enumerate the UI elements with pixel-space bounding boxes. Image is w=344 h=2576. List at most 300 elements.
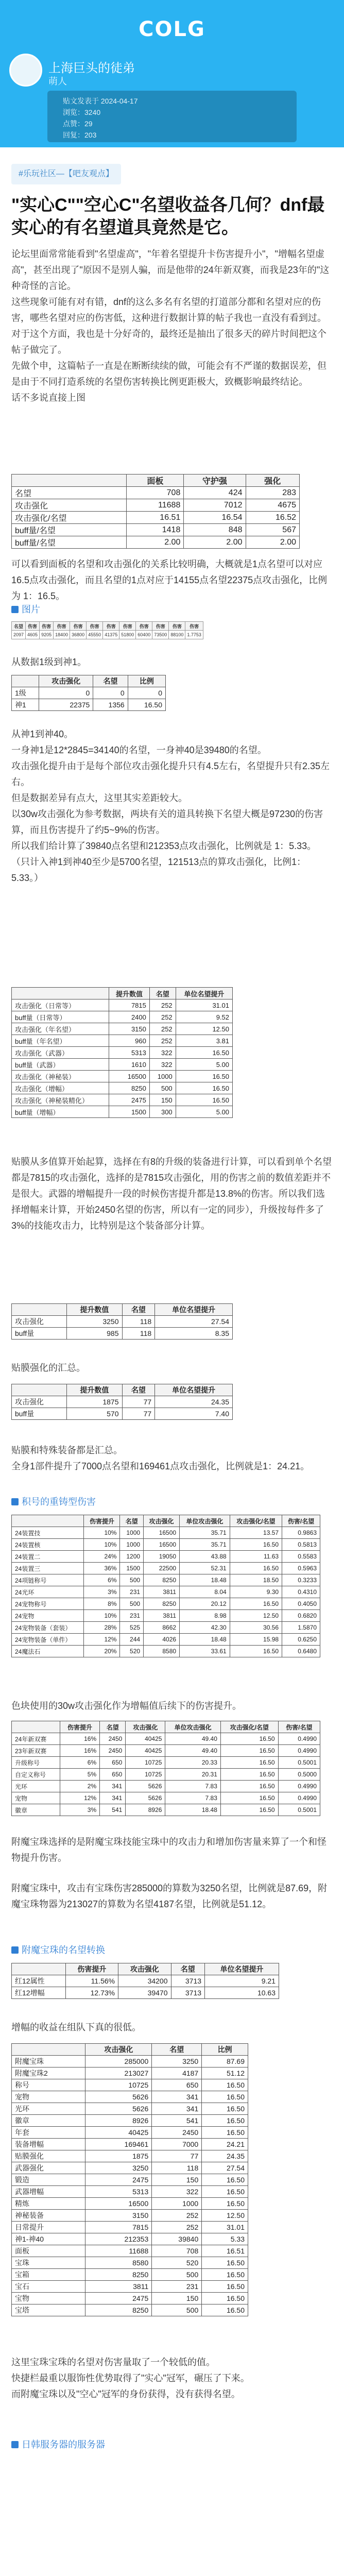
text-mid-2 <box>11 726 333 886</box>
table-cell: 5313 <box>85 2186 152 2198</box>
paragraph: 从神1到神40。 <box>11 729 74 739</box>
image-link-label: 图片 <box>22 604 40 615</box>
table-row <box>12 1598 320 1610</box>
table-cell: 3.81 <box>176 1035 232 1047</box>
column-header: 伤害 <box>87 622 103 631</box>
column-header: 守护强 <box>184 474 246 487</box>
table-cell: 3150 <box>85 2210 152 2222</box>
table-cell: 1级 <box>12 687 39 699</box>
table-cell: 18.48 <box>180 1574 230 1586</box>
table-cell: 77 <box>152 2150 202 2162</box>
column-header: 名望 <box>122 1384 155 1396</box>
table-cell: 22375 <box>39 699 93 711</box>
table-cell: 848 <box>184 524 246 536</box>
table-row <box>12 1328 233 1340</box>
table-row <box>12 2210 248 2222</box>
table-cell: 攻击强化（神秘装） <box>12 1071 109 1082</box>
table-row <box>12 2222 248 2233</box>
table-cell: 3250 <box>67 1316 122 1328</box>
table-row <box>12 2304 248 2316</box>
table-cell: 23年新双赛 <box>12 1745 60 1757</box>
table-cell: 16.51 <box>127 512 184 524</box>
table-cell: 34200 <box>118 1975 171 1987</box>
table-cell: 118 <box>122 1316 155 1328</box>
table-row <box>12 2245 248 2257</box>
table-cell: 16% <box>60 1745 100 1757</box>
table-cell: 16.50 <box>202 2304 248 2316</box>
table-cell: buff量（年名望） <box>12 1035 109 1047</box>
table-cell: 150 <box>149 1094 176 1106</box>
column-header: 伤害提升 <box>65 1963 118 1975</box>
fame-table-9 <box>11 2043 248 2316</box>
column-header: 伤害提升 <box>60 1721 100 1733</box>
table-row <box>12 631 203 639</box>
table-row <box>12 1622 320 1634</box>
table-cell: 10.63 <box>205 1987 279 1999</box>
meta-row: 回复：203 <box>63 131 97 139</box>
table-cell: 7.83 <box>165 1781 220 1792</box>
table-cell: 27.54 <box>202 2162 248 2174</box>
table-cell: 7815 <box>85 2222 152 2233</box>
table-cell: 16500 <box>144 1539 180 1551</box>
table-cell: 2% <box>60 1781 100 1792</box>
table-cell: 24装置二 <box>12 1551 84 1563</box>
table-cell: 0.6250 <box>282 1634 320 1646</box>
table-cell: 8662 <box>144 1622 180 1634</box>
table-cell: 10725 <box>85 2079 152 2091</box>
table-cell: 5.00 <box>176 1106 232 1118</box>
table-cell: 攻击强化 <box>12 499 127 512</box>
table-cell: 5626 <box>85 2103 152 2115</box>
table-cell: 攻击强化/名望 <box>12 512 127 524</box>
table-row <box>12 2103 248 2115</box>
table-header-row <box>12 622 203 631</box>
table-row <box>12 487 300 499</box>
table-row <box>12 1586 320 1598</box>
table-cell: 16.50 <box>202 2257 248 2269</box>
column-header: 单位攻击强化 <box>180 1515 230 1527</box>
table-cell: 4026 <box>144 1634 180 1646</box>
column-header: 伤害 <box>103 622 119 631</box>
table-cell: 283 <box>246 487 300 499</box>
table-cell: 1200 <box>120 1551 144 1563</box>
table-cell: 650 <box>100 1757 126 1769</box>
table-cell: 6% <box>60 1757 100 1769</box>
table-cell: 49.40 <box>165 1745 220 1757</box>
table-cell: 宝物 <box>12 2293 85 2304</box>
table-cell: 16.50 <box>176 1047 232 1059</box>
fame-table-6 <box>11 1515 320 1657</box>
table-row <box>12 699 166 711</box>
text-mid-8: 附魔宝珠中，攻击有宝珠伤害285000的算数为3250名望，比例就是87.69，附魔宝珠物器为213027的算数为名望4187名望，比例就是51.12。 <box>11 1883 328 1909</box>
table-row <box>12 2293 248 2304</box>
column-header <box>12 675 39 687</box>
table-cell: 1610 <box>109 1059 150 1071</box>
table-cell: 42.30 <box>180 1622 230 1634</box>
column-header: 名望 <box>100 1721 126 1733</box>
table-cell: 攻击强化（神秘装精化） <box>12 1094 109 1106</box>
table-cell: 16.50 <box>220 1757 278 1769</box>
table-row <box>12 2091 248 2103</box>
post-title: "实心C""空心C"名望收益各几何？dnf最实心的有名望道具竟然是它。 <box>11 195 325 238</box>
table-cell: 708 <box>127 487 184 499</box>
link-icon <box>11 2441 19 2448</box>
table-cell: 35.71 <box>180 1539 230 1551</box>
table-cell: 5313 <box>109 1047 150 1059</box>
paragraph: 对于这个方面，我也是十分好奇的，最终还是抽出了很多天的碎片时间把这个帖子做完了。 <box>11 329 326 355</box>
column-header: 名望 <box>120 1515 144 1527</box>
text-mid-6: 色块使用的30w攻击强化作为增幅值后续下的伤害提升。 <box>11 1701 242 1711</box>
table-cell: 16.54 <box>184 512 246 524</box>
table-cell: 16.50 <box>230 1646 282 1657</box>
table-row <box>12 687 166 699</box>
column-header: 伤害 <box>54 622 70 631</box>
table-cell: 285000 <box>85 2056 152 2067</box>
header-banner <box>0 0 344 147</box>
table-cell: 年套 <box>12 2127 85 2139</box>
table-row <box>12 2115 248 2127</box>
table-cell: 6% <box>84 1574 120 1586</box>
table-cell: 231 <box>120 1610 144 1622</box>
server-link[interactable] <box>11 2437 105 2452</box>
column-header: 名望 <box>171 1963 205 1975</box>
paragraph: 所以我们给计算了39840点名望和212353点攻击强化，比例就是 1：5.33。 <box>11 841 317 851</box>
column-header: 伤害 <box>136 622 152 631</box>
column-header <box>12 1721 60 1733</box>
table-cell: 520 <box>152 2257 202 2269</box>
column-header: 比例 <box>128 675 165 687</box>
table-cell: 88100 <box>169 631 185 639</box>
table-row <box>12 1769 320 1781</box>
table-cell: 500 <box>120 1598 144 1610</box>
table-cell: buff量（增幅） <box>12 1106 109 1118</box>
table-row <box>12 1551 320 1563</box>
table-cell: 锻造 <box>12 2174 85 2186</box>
table-cell: 3811 <box>85 2281 152 2293</box>
table-cell: 252 <box>152 2222 202 2233</box>
image-icon <box>11 606 19 613</box>
table-cell: 24年新双赛 <box>12 1733 60 1745</box>
site-logo[interactable]: COLG <box>139 18 205 41</box>
table-cell: 16.50 <box>202 2186 248 2198</box>
table-cell: 51800 <box>119 631 136 639</box>
table-cell: 名望 <box>12 487 127 499</box>
column-header: 名望 <box>93 675 128 687</box>
table-cell: 0.9863 <box>282 1527 320 1539</box>
table-cell: 4187 <box>152 2067 202 2079</box>
table-cell: 16500 <box>144 1527 180 1539</box>
table-cell: 16.50 <box>220 1769 278 1781</box>
table-cell: 10% <box>84 1527 120 1539</box>
table-cell: 攻击强化（武器） <box>12 1047 109 1059</box>
table-cell: 150 <box>152 2293 202 2304</box>
table-cell: 神1 <box>12 699 39 711</box>
wide-data-table <box>11 621 203 639</box>
table-cell: 31.01 <box>176 999 232 1011</box>
text-mid-1: 从数据1级到神1。 <box>11 657 87 667</box>
table-cell: 16.50 <box>220 1781 278 1792</box>
table-cell: 212353 <box>85 2233 152 2245</box>
column-header: 单位名望提升 <box>155 1304 233 1316</box>
image-link[interactable] <box>11 602 40 617</box>
column-header: 伤害 <box>185 622 203 631</box>
column-header: 单位名望提升 <box>155 1384 233 1396</box>
table-cell: 武器强化 <box>12 2162 85 2174</box>
table-cell: 24% <box>84 1551 120 1563</box>
topic-tag[interactable]: #乐玩社区—【吧友观点】 <box>11 164 121 184</box>
table-cell: 16.52 <box>246 512 300 524</box>
table-cell: 24魔法石 <box>12 1646 84 1657</box>
table-row <box>12 1035 233 1047</box>
table-cell: 精炼 <box>12 2198 85 2210</box>
table-cell: 18400 <box>54 631 70 639</box>
column-header: 比例 <box>202 2044 248 2056</box>
meta-row: 贴文发表于 2024-04-17 <box>63 97 138 105</box>
table-cell: 16.50 <box>176 1082 232 1094</box>
table-cell: 0.4990 <box>278 1792 320 1804</box>
column-header: 单位攻击强化 <box>165 1721 220 1733</box>
table-cell: 7.83 <box>165 1792 220 1804</box>
paragraph: 贴膜和特殊装备都是汇总。 <box>11 1445 123 1455</box>
table-row <box>12 1408 233 1420</box>
table-cell: buff量（日常等） <box>12 1011 109 1023</box>
table-cell: 8250 <box>144 1574 180 1586</box>
table-row <box>12 1574 320 1586</box>
fame-table-2 <box>11 675 166 711</box>
table-row <box>12 2067 248 2079</box>
table-cell: 1418 <box>127 524 184 536</box>
table-header-row <box>12 1721 320 1733</box>
table-row <box>12 1975 279 1987</box>
table-cell: 0.5813 <box>282 1539 320 1551</box>
text-mid-9: 增幅的收益在组队下真的很低。 <box>11 2022 141 2032</box>
table-cell: 面板 <box>12 2245 85 2257</box>
table-cell: 7000 <box>152 2139 202 2150</box>
table-cell: 12.50 <box>202 2210 248 2222</box>
table-cell: 27.54 <box>155 1316 233 1328</box>
column-header: 伤害 <box>26 622 40 631</box>
table-cell: 169461 <box>85 2139 152 2150</box>
author-avatar[interactable] <box>9 54 42 87</box>
post-meta-card <box>47 91 297 142</box>
table-cell: 252 <box>152 2210 202 2222</box>
column-header: 单位名望提升 <box>205 1963 279 1975</box>
table-row <box>12 2150 248 2162</box>
table-cell: 708 <box>152 2245 202 2257</box>
column-header: 攻击强化 <box>126 1721 165 1733</box>
column-header: 伤害 <box>152 622 169 631</box>
paragraph: 话不多说直接上图 <box>11 393 85 403</box>
author-block <box>9 52 335 88</box>
paragraph: 这些现象可能有对有错，dnf的这么多名有名望的打道部分都和名望对应的伤害，哪些名望对应的伤害低，这种进行数据计算的帖子我也一直没有看到过。 <box>11 297 326 323</box>
table-cell: 30.56 <box>230 1622 282 1634</box>
table-cell: 贴膜强化 <box>12 2150 85 2162</box>
table-cell: 322 <box>149 1059 176 1071</box>
fame-table-4 <box>11 1303 233 1340</box>
table-cell: 985 <box>67 1328 122 1340</box>
table-cell: 武器增幅 <box>12 2186 85 2198</box>
table-cell: 16.50 <box>202 2269 248 2281</box>
table-cell: 244 <box>120 1634 144 1646</box>
table-cell: 35.71 <box>180 1527 230 1539</box>
table-header-row <box>12 1963 279 1975</box>
table-cell: 5626 <box>126 1792 165 1804</box>
table-row <box>12 2281 248 2293</box>
table-cell: 12% <box>60 1792 100 1804</box>
table-cell: 3250 <box>85 2162 152 2174</box>
table-cell: 40425 <box>85 2127 152 2139</box>
table-cell: 光环 <box>12 1781 60 1792</box>
table-cell: 3811 <box>144 1586 180 1598</box>
table-cell: 5626 <box>85 2091 152 2103</box>
table-cell: 541 <box>152 2115 202 2127</box>
column-header: 面板 <box>127 474 184 487</box>
table-cell: 宠物 <box>12 2091 85 2103</box>
table-cell: 650 <box>152 2079 202 2091</box>
table-row <box>12 1804 320 1816</box>
table-header-row <box>12 1304 233 1316</box>
table-cell: 攻击强化（年名望） <box>12 1023 109 1035</box>
table-cell: 光环 <box>12 2103 85 2115</box>
table-cell: 51.12 <box>202 2067 248 2079</box>
column-header: 名望 <box>152 2044 202 2056</box>
table-cell: 16500 <box>85 2198 152 2210</box>
table-cell: 0.5001 <box>278 1757 320 1769</box>
table-cell: 3811 <box>144 1610 180 1622</box>
column-header: 提升数值 <box>109 988 150 999</box>
column-header <box>12 988 109 999</box>
table-cell: 13.57 <box>230 1527 282 1539</box>
table-cell: 541 <box>100 1804 126 1816</box>
text-mid-7: 附魔宝珠选择的是附魔宝珠技能宝珠中的攻击力和增加伤害量来算了一个和怪物提升伤害。 <box>11 1837 326 1863</box>
table-cell: 宝珠 <box>12 2257 85 2269</box>
table-cell: 8.04 <box>180 1586 230 1598</box>
damage-link[interactable] <box>11 1494 96 1510</box>
table-header-row <box>12 1515 320 1527</box>
table-cell: 500 <box>152 2269 202 2281</box>
table-cell: 520 <box>120 1646 144 1657</box>
table-row <box>12 536 300 549</box>
table-cell: 252 <box>149 1035 176 1047</box>
table-cell: 徽章 <box>12 1804 60 1816</box>
table-cell: 装备增幅 <box>12 2139 85 2150</box>
table-cell: 2400 <box>109 1011 150 1023</box>
table-cell: 0.5963 <box>282 1563 320 1574</box>
enchant-link[interactable] <box>11 1942 105 1958</box>
table-cell: 0.3233 <box>282 1574 320 1586</box>
table-row <box>12 1106 233 1118</box>
table-cell: 10725 <box>126 1757 165 1769</box>
table-cell: 500 <box>149 1082 176 1094</box>
table-row <box>12 1733 320 1745</box>
author-subtitle: 萌人 <box>48 76 67 87</box>
table-cell: 附魔宝珠 <box>12 2056 85 2067</box>
table-cell: 1875 <box>67 1396 122 1408</box>
table-cell: 16.50 <box>220 1792 278 1804</box>
table-cell: 1875 <box>85 2150 152 2162</box>
column-header: 攻击强化 <box>144 1515 180 1527</box>
table-cell: 18.50 <box>230 1574 282 1586</box>
table-cell: 9.21 <box>205 1975 279 1987</box>
column-header: 单位名望提升 <box>176 988 232 999</box>
author-name[interactable]: 上海巨头的徒弟 <box>48 61 135 75</box>
table-cell: 0.4990 <box>278 1781 320 1792</box>
column-header <box>12 1515 84 1527</box>
table-cell: 2475 <box>85 2293 152 2304</box>
table-cell: 攻击强化（日常等） <box>12 999 109 1011</box>
table-cell: 8250 <box>85 2269 152 2281</box>
table-cell: 5.00 <box>176 1059 232 1071</box>
column-header: 攻击强化/名望 <box>230 1515 282 1527</box>
table-cell: 11688 <box>127 499 184 512</box>
table-cell: 500 <box>152 2304 202 2316</box>
column-header: 伤害 <box>169 622 185 631</box>
table-row <box>12 1563 320 1574</box>
table-cell: 16.50 <box>230 1563 282 1574</box>
paragraph: 而附魔宝珠以及"空心"冠军的身份获得，没有获得名望。 <box>11 2389 240 2399</box>
link-icon <box>11 1498 19 1505</box>
table-cell: 1000 <box>120 1539 144 1551</box>
table-cell: 1000 <box>120 1527 144 1539</box>
table-row <box>12 1094 233 1106</box>
table-cell: 8926 <box>85 2115 152 2127</box>
table-cell: 3% <box>60 1804 100 1816</box>
table-cell: 4605 <box>26 631 40 639</box>
table-row <box>12 2233 248 2245</box>
table-header-row <box>12 474 300 487</box>
column-header: 伤害 <box>40 622 54 631</box>
table-cell: 322 <box>152 2186 202 2198</box>
table-cell: 8250 <box>109 1082 150 1094</box>
table-cell: 341 <box>152 2091 202 2103</box>
table-cell: 118 <box>122 1328 155 1340</box>
table-cell: 300 <box>149 1106 176 1118</box>
table-cell: 650 <box>100 1769 126 1781</box>
table-cell: 24装置技 <box>12 1527 84 1539</box>
table-cell: 4675 <box>246 499 300 512</box>
table-cell: 攻击强化（增幅） <box>12 1082 109 1094</box>
column-header <box>12 1384 67 1396</box>
table-row <box>12 2174 248 2186</box>
table-cell: 7.40 <box>155 1408 233 1420</box>
table-cell: 16.50 <box>128 699 165 711</box>
table-cell: 8.98 <box>180 1610 230 1622</box>
column-header: 伤害 <box>70 622 87 631</box>
table-cell: 2097 <box>12 631 26 639</box>
paragraph: 先做个申，这篇帖子一直是在断断续续的做，可能会有不严谨的数据误差，但是由于不同打造系统的名望伤害转换比例更距极大，致概影响最终结论。 <box>11 361 326 387</box>
table-cell: 神1-神40 <box>12 2233 85 2245</box>
table-cell: 8250 <box>144 1598 180 1610</box>
paragraph: 一身神1是12*2845=34140的名望，一身神40是39480的名望。 <box>11 745 267 755</box>
table-cell: 0.5583 <box>282 1551 320 1563</box>
table-cell: 500 <box>120 1574 144 1586</box>
table-cell: 1000 <box>149 1071 176 1082</box>
table-cell: 10725 <box>126 1769 165 1781</box>
table-cell: 567 <box>246 524 300 536</box>
table-cell: 52.31 <box>180 1563 230 1574</box>
table-cell: 39470 <box>118 1987 171 1999</box>
table-cell: 231 <box>152 2281 202 2293</box>
column-header: 攻击强化/名望 <box>220 1721 278 1733</box>
table-cell: 2450 <box>152 2127 202 2139</box>
table-cell: 424 <box>184 487 246 499</box>
column-header: 攻击强化 <box>118 1963 171 1975</box>
table-cell: 2.00 <box>127 536 184 549</box>
table-cell: 0 <box>39 687 93 699</box>
table-cell: 7815 <box>109 999 150 1011</box>
table-cell: 宝塔 <box>12 2304 85 2316</box>
table-cell: 日常提升 <box>12 2222 85 2233</box>
